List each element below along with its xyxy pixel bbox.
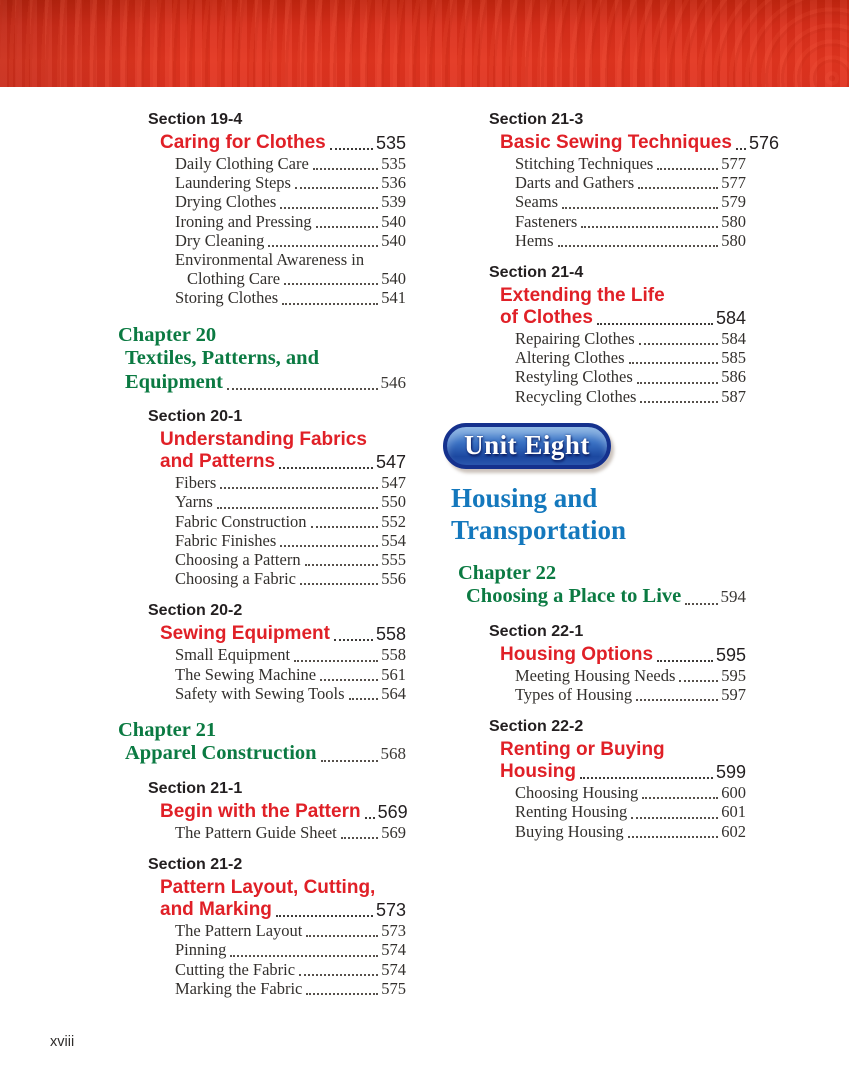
toc-entry	[515, 212, 746, 231]
entry-page: 539	[381, 192, 406, 212]
section-title-line1: Understanding Fabrics	[160, 429, 367, 451]
entry-page: 602	[721, 821, 746, 841]
entry-page: 574	[381, 940, 406, 960]
section-title-line1: Pattern Layout, Cutting,	[160, 877, 376, 899]
dot-leader	[282, 303, 378, 305]
toc-entry	[175, 250, 406, 269]
dot-leader	[299, 974, 378, 976]
section-20-1-block	[118, 407, 406, 588]
dot-leader	[230, 955, 378, 957]
section-label: Section 22-1	[489, 622, 584, 640]
entry-page: 585	[721, 348, 746, 368]
chapter-title-line1: Textiles, Patterns, and	[125, 347, 319, 370]
dot-leader	[306, 993, 378, 995]
dot-leader	[629, 362, 719, 364]
chapter-page: 568	[380, 744, 406, 764]
toc-entry	[175, 512, 406, 531]
entry-title: Fasteners	[515, 211, 578, 231]
toc-entry	[515, 783, 746, 802]
entry-title: Types of Housing	[515, 685, 633, 705]
section-title-line2: and Patterns	[160, 451, 276, 473]
unit-eight-badge-wrap	[443, 423, 746, 469]
toc-entry	[515, 822, 746, 841]
dot-leader	[597, 323, 713, 325]
entry-page: 597	[721, 685, 746, 705]
dot-leader	[295, 187, 378, 189]
entry-page: 580	[721, 230, 746, 250]
toc-entry	[175, 173, 406, 192]
entry-title: Restyling Clothes	[515, 367, 633, 387]
entry-title: Fabric Construction	[175, 511, 307, 531]
entry-title: Clothing Care	[187, 269, 281, 289]
entry-title: Hems	[515, 230, 554, 250]
section-title-row	[160, 451, 406, 473]
toc-entry	[175, 940, 406, 959]
entry-title: Repairing Clothes	[515, 329, 635, 349]
toc-entry	[175, 473, 406, 492]
entry-page: 552	[381, 511, 406, 531]
red-header-banner	[0, 0, 849, 87]
dot-leader	[217, 507, 378, 509]
toc-entry-continuation	[187, 269, 406, 288]
dot-leader	[365, 817, 375, 819]
entry-title: Choosing a Fabric	[175, 569, 296, 589]
section-label: Section 20-2	[148, 602, 243, 620]
dot-leader	[657, 660, 713, 662]
entry-page: 540	[381, 211, 406, 231]
entry-page: 540	[381, 230, 406, 250]
toc-entry	[175, 823, 406, 842]
dot-leader	[558, 245, 719, 247]
entry-page: 577	[721, 173, 746, 193]
chapter-label: Chapter 21	[118, 718, 217, 741]
section-page: 576	[748, 133, 779, 153]
dot-leader	[306, 935, 378, 937]
entry-page: 541	[381, 288, 406, 308]
entry-title: Safety with Sewing Tools	[175, 683, 345, 703]
entry-page: 564	[381, 683, 406, 703]
entry-title: Seams	[515, 192, 559, 212]
toc-entry	[175, 212, 406, 231]
entry-title: The Pattern Guide Sheet	[175, 822, 337, 842]
toc-entry	[175, 960, 406, 979]
chapter-title-row	[125, 742, 406, 766]
section-page: 558	[375, 624, 406, 645]
toc-entry	[175, 684, 406, 703]
entry-page: 535	[381, 154, 406, 173]
dot-leader	[639, 343, 719, 345]
entry-title: Darts and Gathers	[515, 173, 635, 193]
toc-entry	[515, 348, 746, 367]
unit-title-line2: Transportation	[451, 514, 627, 545]
section-page: 584	[715, 308, 746, 329]
dot-leader	[276, 915, 373, 917]
toc-entry	[175, 665, 406, 684]
entry-page: 579	[721, 192, 746, 212]
section-label: Section 19-4	[148, 111, 243, 128]
entry-title: Storing Clothes	[175, 288, 279, 308]
section-page: 547	[375, 452, 406, 473]
section-22-1-block	[443, 622, 746, 704]
entry-page: 555	[381, 549, 406, 569]
entry-page: 554	[381, 530, 406, 550]
toc-right-column	[443, 110, 779, 841]
entry-page: 558	[381, 645, 406, 665]
toc-entry	[175, 192, 406, 211]
dot-leader	[294, 660, 378, 662]
toc-entry	[515, 192, 746, 211]
section-19-4-block	[118, 110, 406, 308]
section-title-row	[160, 801, 406, 823]
section-title-line1: Extending the Life	[500, 285, 665, 307]
entry-title: The Sewing Machine	[175, 664, 317, 684]
entry-title: Renting Housing	[515, 802, 628, 822]
dot-leader	[305, 564, 379, 566]
toc-entry	[515, 685, 746, 704]
entry-page: 536	[381, 173, 406, 193]
section-label: Section 20-1	[148, 408, 243, 426]
entry-page: 547	[381, 473, 406, 493]
entry-page: 569	[381, 822, 406, 842]
dot-leader	[280, 207, 378, 209]
chapter-22-block	[443, 562, 746, 609]
entry-page: 575	[381, 978, 406, 998]
dot-leader	[679, 680, 718, 682]
section-title-row	[160, 132, 406, 154]
dot-leader	[638, 187, 718, 189]
entry-title: Dry Cleaning	[175, 230, 265, 250]
dot-leader	[284, 283, 378, 285]
dot-leader	[280, 545, 378, 547]
dot-leader	[349, 698, 379, 700]
toc-entry	[175, 154, 406, 173]
section-label: Section 21-3	[489, 111, 584, 128]
toc-entry	[175, 531, 406, 550]
section-title-row	[500, 307, 746, 329]
toc-entry	[175, 645, 406, 664]
dot-leader	[279, 467, 373, 469]
dot-leader	[562, 207, 718, 209]
dot-leader	[685, 603, 717, 605]
dot-leader	[640, 401, 718, 403]
section-title-row	[160, 623, 406, 645]
toc-entry	[175, 288, 406, 307]
section-page: 535	[375, 133, 406, 153]
entry-page: 577	[721, 154, 746, 173]
unit-badge-label: Unit Eight	[464, 430, 590, 461]
chapter-label: Chapter 20	[118, 323, 217, 346]
toc-entry	[515, 802, 746, 821]
section-title-line2: Housing	[500, 761, 576, 783]
toc-entry	[515, 173, 746, 192]
dot-leader	[580, 777, 713, 779]
entry-title: The Pattern Layout	[175, 921, 303, 941]
entry-page: 540	[381, 269, 406, 289]
folio-page-number: xviii	[50, 1034, 75, 1050]
entry-title: Pinning	[175, 940, 227, 960]
toc-entry	[515, 231, 746, 250]
section-title-line2: of Clothes	[500, 307, 593, 329]
dot-leader	[736, 148, 746, 150]
toc-entry	[175, 231, 406, 250]
chapter-20-block	[118, 324, 406, 395]
dot-leader	[631, 817, 718, 819]
chapter-title: Choosing a Place to Live	[466, 585, 682, 608]
section-21-1-block	[118, 779, 406, 842]
entry-page: 584	[721, 329, 746, 349]
section-title: Begin with the Pattern	[160, 800, 361, 822]
chapter-title-row	[466, 585, 746, 609]
dot-leader	[311, 526, 379, 528]
section-title: Basic Sewing Techniques	[500, 132, 732, 153]
section-label: Section 21-4	[489, 264, 584, 282]
entry-title: Environmental Awareness in	[175, 250, 365, 270]
chapter-label: Chapter 22	[458, 561, 557, 584]
toc-entry	[515, 154, 746, 173]
section-title-row	[160, 899, 406, 921]
section-page: 573	[375, 900, 406, 921]
dot-leader	[300, 583, 378, 585]
entry-page: 561	[381, 664, 406, 684]
dot-leader	[636, 699, 718, 701]
dot-leader	[581, 226, 718, 228]
toc-entry	[515, 367, 746, 386]
chapter-page: 546	[380, 372, 406, 392]
toc-entry	[175, 979, 406, 998]
entry-page: 600	[721, 783, 746, 803]
section-page: 599	[715, 762, 746, 783]
toc-entry	[175, 492, 406, 511]
entry-page: 601	[721, 802, 746, 822]
entry-title: Daily Clothing Care	[175, 154, 309, 173]
dot-leader	[334, 639, 373, 641]
section-title: Caring for Clothes	[160, 132, 326, 153]
unit-title	[451, 482, 746, 546]
entry-title: Fabric Finishes	[175, 530, 277, 550]
dot-leader	[313, 168, 378, 170]
toc-entry	[175, 550, 406, 569]
entry-title: Ironing and Pressing	[175, 211, 312, 231]
dot-leader	[320, 679, 378, 681]
entry-page: 556	[381, 569, 406, 589]
toc-entry	[515, 387, 746, 406]
section-title: Housing Options	[500, 643, 654, 665]
section-21-2-block	[118, 855, 406, 998]
entry-title: Marking the Fabric	[175, 978, 303, 998]
entry-page: 580	[721, 211, 746, 231]
section-page: 595	[715, 644, 746, 665]
dot-leader	[637, 382, 718, 384]
section-title-row	[500, 644, 746, 666]
dot-leader	[330, 148, 373, 150]
section-22-2-block	[443, 717, 746, 841]
chapter-title-line2: Equipment	[125, 370, 223, 393]
section-21-4-block	[443, 263, 746, 406]
entry-page: 550	[381, 492, 406, 512]
entry-title: Altering Clothes	[515, 348, 625, 368]
entry-title: Stitching Techniques	[515, 154, 654, 173]
toc-entry	[175, 569, 406, 588]
dot-leader	[227, 388, 378, 390]
entry-title: Meeting Housing Needs	[515, 665, 676, 685]
entry-title: Recycling Clothes	[515, 386, 637, 406]
section-title-line1: Renting or Buying	[500, 739, 665, 761]
section-page: 569	[377, 801, 408, 822]
dot-leader	[316, 226, 379, 228]
dot-leader	[341, 837, 379, 839]
entry-page: 595	[721, 665, 746, 685]
dot-leader	[321, 760, 378, 762]
entry-title: Fibers	[175, 473, 217, 493]
entry-title: Choosing Housing	[515, 783, 639, 803]
dot-leader	[657, 168, 718, 170]
dot-leader	[642, 797, 718, 799]
entry-page: 586	[721, 367, 746, 387]
dot-leader	[220, 487, 378, 489]
entry-page: 573	[381, 921, 406, 941]
section-title-row	[500, 132, 779, 154]
entry-page: 587	[721, 386, 746, 406]
unit-eight-badge	[443, 423, 611, 469]
entry-title: Laundering Steps	[175, 173, 291, 193]
toc-entry	[515, 666, 746, 685]
chapter-title-row	[125, 371, 406, 395]
toc-left-column	[118, 110, 406, 998]
section-20-2-block	[118, 601, 406, 703]
chapter-page: 594	[720, 587, 746, 607]
entry-title: Buying Housing	[515, 821, 624, 841]
chapter-21-block	[118, 719, 406, 766]
section-label: Section 22-2	[489, 718, 584, 736]
section-21-3-block	[443, 110, 779, 250]
entry-title: Cutting the Fabric	[175, 959, 296, 979]
section-label: Section 21-1	[148, 779, 243, 797]
entry-title: Yarns	[175, 492, 213, 512]
section-title-row	[500, 761, 746, 783]
toc-entry	[175, 921, 406, 940]
chapter-title: Apparel Construction	[125, 742, 317, 765]
section-label: Section 21-2	[148, 856, 243, 874]
entry-page: 574	[381, 959, 406, 979]
entry-title: Drying Clothes	[175, 192, 277, 212]
unit-title-line1: Housing and	[451, 482, 598, 513]
dot-leader	[268, 245, 378, 247]
entry-title: Choosing a Pattern	[175, 549, 301, 569]
dot-leader	[628, 836, 719, 838]
entry-title: Small Equipment	[175, 645, 291, 665]
toc-entry	[515, 329, 746, 348]
section-title: Sewing Equipment	[160, 623, 330, 645]
section-title-line2: and Marking	[160, 899, 272, 921]
